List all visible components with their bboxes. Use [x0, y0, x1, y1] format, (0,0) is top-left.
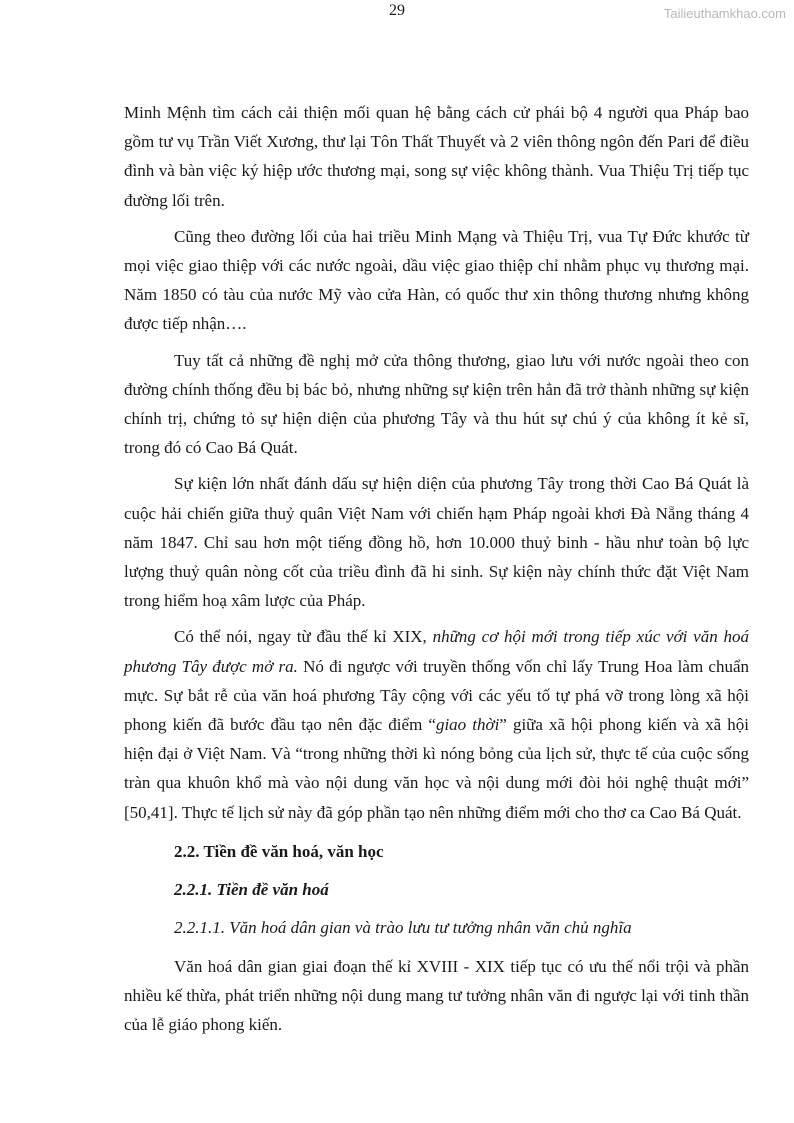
- paragraph-3: Tuy tất cả những đề nghị mở cửa thông thương, giao lưu với nước ngoài theo con đường chính thống đều bị bác bỏ, nhưng những sự kiện trên hẳn đã trở thành những sự kiện chính trị, chứng tỏ sự hiện diện của phương Tây và thu hút sự chú ý của không ít kẻ sĩ, trong đó có Cao Bá Quát.: [124, 350, 749, 458]
- watermark: Tailieuthamkhao.com: [663, 6, 786, 21]
- section-heading: 2.2. Tiền đề văn hoá, văn học: [174, 841, 384, 861]
- paragraph-5-text-e: ” giữa xã hội phong kiến và xã hội hiện đại ở Việt Nam. Và “trong những thời kì nóng bỏng của lịch sử, thực tế của cuộc sống tràn qua khuôn khổ mà vào nội dung văn học và nội dung mới đòi hỏi nghệ thuật mới” [50,41]. Thực tế lịch sử này đã góp phần tạo nên những điểm mới cho thơ ca Cao Bá Quát.: [124, 715, 749, 822]
- subsubsection-heading: 2.2.1.1. Văn hoá dân gian và trào lưu tư tưởng nhân văn chủ nghĩa: [174, 917, 632, 937]
- paragraph-5-text-c: Nó đi ngược với truyền thống vốn chỉ lấy Trung Hoa làm chuẩn mực. Sự bắt rễ của văn hoá phương Tây cộng với các yếu tố tự phá vỡ trong lòng xã hội phong kiến đã bước đầu tạo nên đặc điểm “: [124, 656, 749, 735]
- paragraph-6: Văn hoá dân gian giai đoạn thế kỉ XVIII - XIX tiếp tục có ưu thế nổi trội và phần nhiều kế thừa, phát triển những nội dung mang tư tưởng nhân văn đi ngược lại với tinh thần của lễ giáo phong kiến.: [124, 956, 749, 1035]
- paragraph-1: Minh Mệnh tìm cách cải thiện mối quan hệ bằng cách cử phái bộ 4 người qua Pháp bao gồm tư vụ Trần Viết Xương, thư lại Tôn Thất Thuyết và 2 viên thông ngôn đến Pari để điều đình và bàn việc ký hiệp ước thương mại, song sự việc không thành. Vua Thiệu Trị tiếp tục đường lối trên.: [124, 103, 749, 210]
- document-body: [124, 98, 749, 1039]
- subsection-heading: 2.2.1. Tiền đề văn hoá: [174, 879, 329, 899]
- page-number: 29: [389, 2, 405, 19]
- paragraph-2: Cũng theo đường lối của hai triều Minh Mạng và Thiệu Trị, vua Tự Đức khước từ mọi việc giao thiệp với các nước ngoài, dầu việc giao thiệp chỉ nhằm phục vụ thương mại. Năm 1850 có tàu của nước Mỹ vào cửa Hàn, có quốc thư xin thông thương nhưng không được tiếp nhận….: [124, 226, 749, 334]
- paragraph-5: [124, 622, 749, 826]
- paragraph-5-text-a: Có thể nói, ngay từ đầu thế kỉ XIX,: [174, 627, 433, 647]
- paragraph-5-term: giao thời: [435, 715, 500, 735]
- paragraph-4: Sự kiện lớn nhất đánh dấu sự hiện diện của phương Tây trong thời Cao Bá Quát là cuộc hải chiến giữa thuỷ quân Việt Nam với chiến hạm Pháp ngoài khơi Đà Nẵng tháng 4 năm 1847. Chỉ sau hơn một tiếng đồng hồ, hơn 10.000 thuỷ binh - hầu như toàn bộ lực lượng thuỷ quân nòng cốt của triều đình đã hi sinh. Sự kiện này chính thức đặt Việt Nam trong hiểm hoạ xâm lược của Pháp.: [124, 474, 749, 611]
- paragraph-5-emphasis: những cơ hội mới trong tiếp xúc với văn hoá phương Tây được mở ra.: [124, 627, 749, 676]
